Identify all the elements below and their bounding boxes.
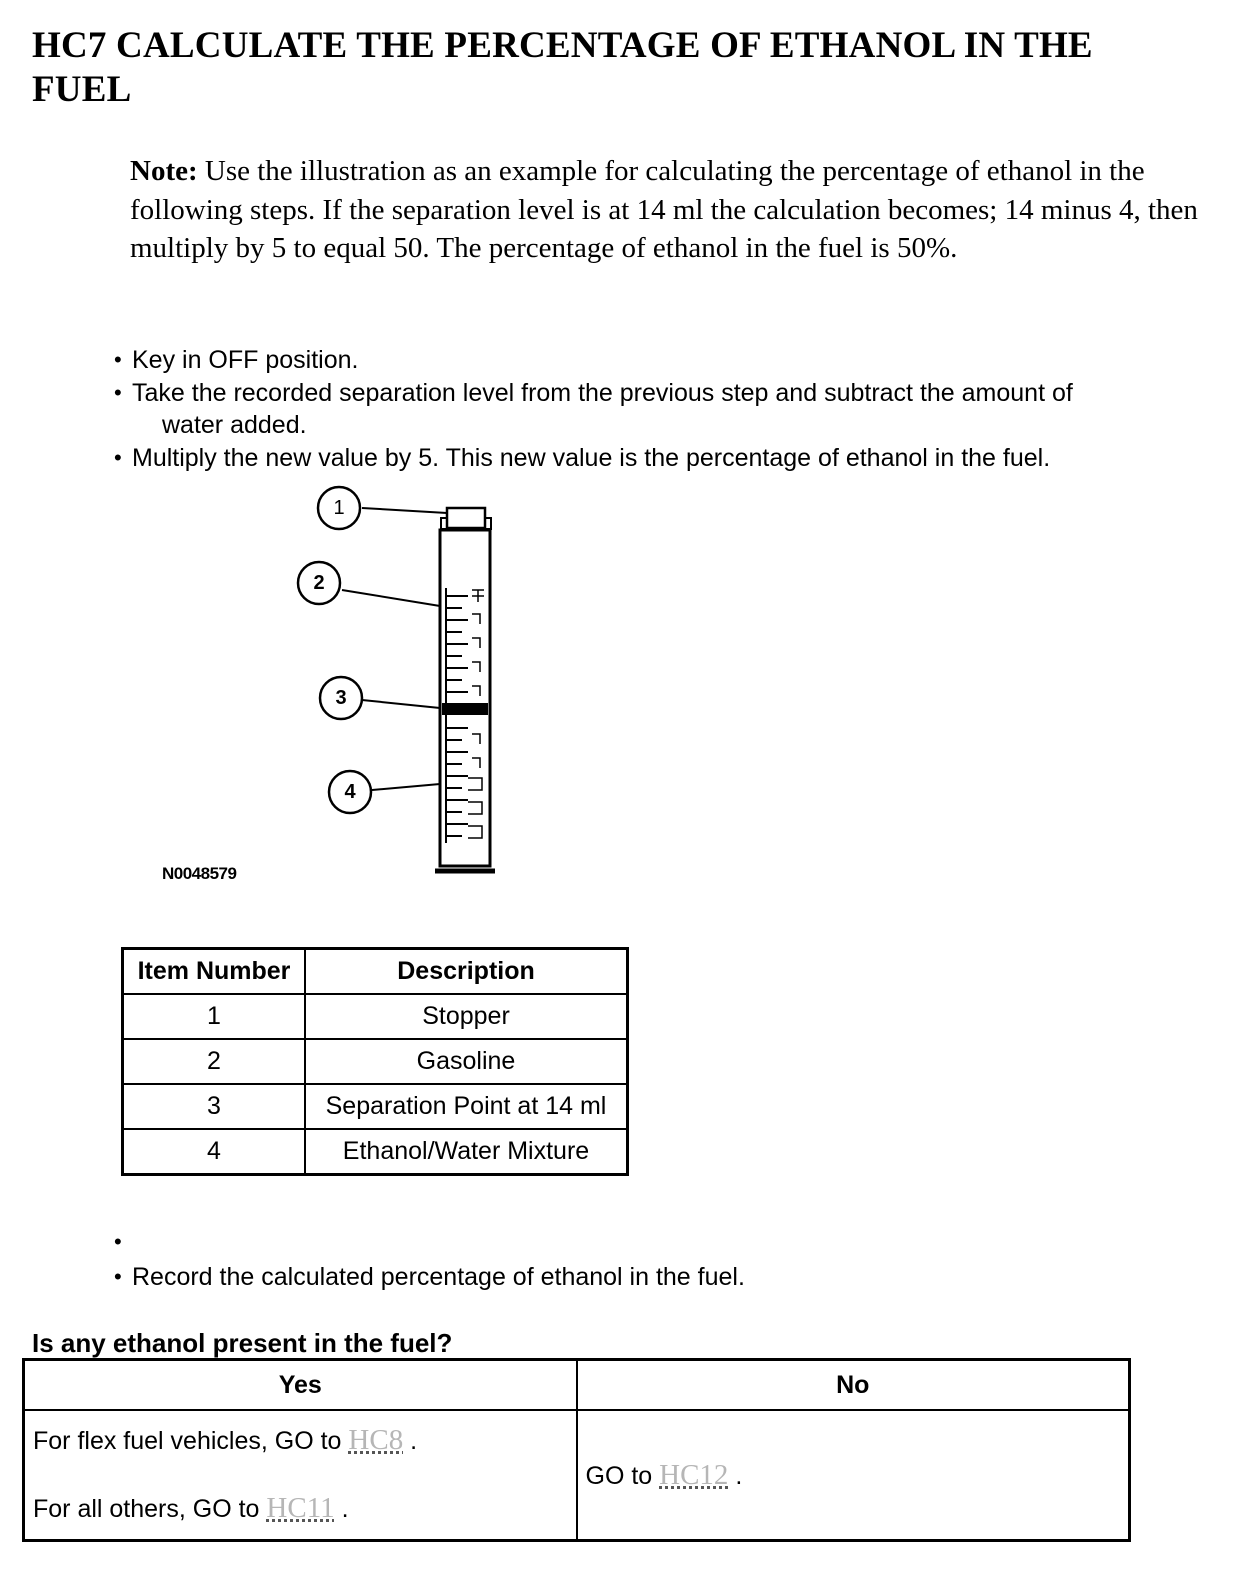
graduation-marks: [446, 588, 468, 843]
callout-circles: [298, 487, 371, 813]
column-header: Item Number: [123, 949, 306, 995]
item-description: Gasoline: [305, 1039, 628, 1084]
table-header-row: [123, 949, 628, 995]
no-line: [586, 1458, 1121, 1492]
list-item: [112, 1226, 1112, 1258]
note-label: Note:: [130, 155, 198, 187]
decision-question: Is any ethanol present in the fuel?: [32, 1328, 453, 1358]
yes-header: Yes: [24, 1360, 577, 1411]
item-description: Ethanol/Water Mixture: [305, 1129, 628, 1175]
callout-4: 4: [344, 781, 356, 803]
flex-fuel-line: [33, 1423, 568, 1457]
step-continuation: water added.: [162, 411, 307, 439]
list-item: [112, 442, 1192, 474]
step-text: Multiply the new value by 5. This new value is the percentage of ethanol in the fuel.: [132, 444, 1051, 472]
hc12-link[interactable]: HC12: [659, 1459, 729, 1491]
note-text: Use the illustration as an example for calculating the percentage of ethanol in the following steps. If the separation level is at 14 ml the calculation becomes; 14 minus 4, then multiply by 5 to equal 50. The percentage of ethanol in the fuel is 50%.: [130, 155, 1198, 264]
all-others-line: [33, 1491, 568, 1525]
stopper-shape: [447, 508, 485, 528]
table-row: [123, 1039, 628, 1084]
final-step-list: [112, 1226, 1112, 1296]
callout-3: 3: [335, 687, 347, 709]
note-paragraph: [130, 152, 1210, 268]
period: .: [341, 1495, 349, 1523]
hc8-link[interactable]: HC8: [348, 1424, 404, 1456]
page-title: HC7 CALCULATE THE PERCENTAGE OF ETHANOL IN THE FUEL: [32, 25, 1093, 110]
item-description: Separation Point at 14 ml: [305, 1084, 628, 1129]
legend-table: [121, 947, 629, 1176]
table-row: [123, 1129, 628, 1175]
step-text: Take the recorded separation level from the previous step and subtract the amount of: [132, 379, 1073, 407]
no-cell: [577, 1410, 1130, 1541]
table-row: [24, 1410, 1130, 1541]
item-number: 4: [123, 1129, 306, 1175]
item-number: 1: [123, 994, 306, 1039]
list-item: [112, 344, 1192, 376]
flex-fuel-text: For flex fuel vehicles, GO to: [33, 1427, 342, 1455]
graduated-cylinder-illustration: [150, 478, 530, 898]
all-others-text: For all others, GO to: [33, 1495, 260, 1523]
table-row: [123, 994, 628, 1039]
callout-1: 1: [333, 497, 345, 519]
yes-cell: [24, 1410, 577, 1541]
step-text: Key in OFF position.: [132, 346, 359, 374]
callout-leaders: [342, 508, 447, 790]
step-list: [112, 344, 1192, 475]
period: .: [735, 1462, 743, 1490]
step-text: Record the calculated percentage of ethanol in the fuel.: [132, 1263, 745, 1291]
tube-outline: [440, 530, 490, 866]
list-item: [112, 1261, 1112, 1293]
item-number: 3: [123, 1084, 306, 1129]
period: .: [410, 1427, 418, 1455]
table-row: [123, 1084, 628, 1129]
no-text: GO to: [585, 1462, 653, 1490]
column-header: Description: [305, 949, 628, 995]
hc11-link[interactable]: HC11: [266, 1492, 335, 1524]
table-header-row: [24, 1360, 1130, 1411]
figure-code: N0048579: [162, 864, 237, 883]
item-description: Stopper: [305, 994, 628, 1039]
item-number: 2: [123, 1039, 306, 1084]
list-item: [112, 377, 1192, 441]
separation-band: [442, 703, 488, 715]
no-header: No: [577, 1360, 1130, 1411]
callout-2: 2: [313, 572, 325, 594]
decision-table: [22, 1358, 1131, 1542]
